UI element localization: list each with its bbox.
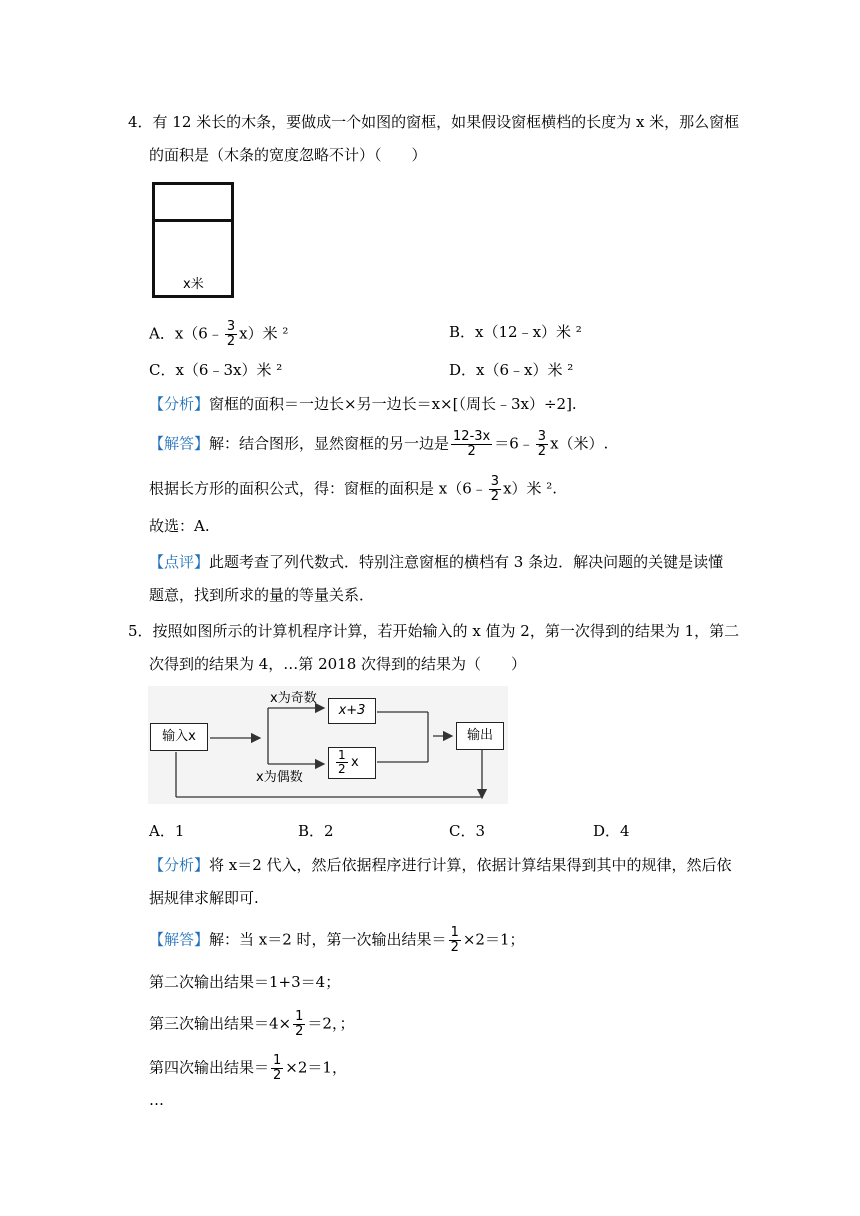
- q5-option-b: B．2: [298, 822, 334, 840]
- q4-option-d: D．x（6﹣x）米 ²: [449, 361, 574, 379]
- q4-stem-line2: 的面积是（木条的宽度忽略不计）（ ）: [149, 146, 427, 164]
- q5-option-d: D．4: [593, 822, 630, 840]
- even-label: x为偶数: [256, 770, 303, 785]
- window-frame-figure: [152, 182, 234, 298]
- q4-comment-line2: 题意，找到所求的量的等量关系．: [149, 586, 375, 604]
- q5-ellipsis: …: [149, 1091, 164, 1109]
- even-box: $\frac{1}{2}$ x: [328, 747, 376, 779]
- q5-answer: 【解答】解：当 x＝2 时，第一次输出结果＝ $\frac{1}{2}$ ×2＝1；: [149, 925, 525, 955]
- odd-label: x为奇数: [270, 691, 317, 706]
- q4-option-b: B．x（12﹣x）米 ²: [449, 323, 582, 341]
- q5-step2: 第二次输出结果＝1+3＝4；: [149, 973, 341, 991]
- q5-analysis-line1: 【分析】将 x＝2 代入，然后依据程序进行计算，依据计算结果得到其中的规律，然后依: [149, 856, 732, 874]
- q5-option-c: C．3: [449, 822, 486, 840]
- flowchart: [148, 686, 508, 804]
- q5-option-a: A．1: [149, 822, 185, 840]
- input-box: 输入x: [150, 723, 208, 751]
- output-box: 输出: [456, 722, 504, 750]
- q5-stem-line1: 5．按照如图所示的计算机程序计算，若开始输入的 x 值为 2，第一次得到的结果为 1，第二: [128, 622, 740, 640]
- window-width-label: x米: [183, 277, 204, 292]
- q4-stem-line1: 4．有 12 米长的木条，要做成一个如图的窗框，如果假设窗框横档的长度为 x 米，那么窗框: [128, 113, 740, 131]
- q4-choice: 故选：A.: [149, 517, 210, 535]
- q4-analysis: 【分析】窗框的面积＝一边长×另一边长＝x×[（周长﹣3x）÷2].: [149, 395, 577, 413]
- q5-step4: 第四次输出结果＝ $\frac{1}{2}$ ×2＝1，: [149, 1053, 347, 1083]
- q5-analysis-line2: 据规律求解即可.: [149, 889, 259, 907]
- q4-answer: 【解答】解：结合图形，显然窗框的另一边是 $\frac{12-3x}{2}$ ＝6﹣ $\frac{3}{2}$ x（米）.: [149, 429, 609, 459]
- q4-comment-line1: 【点评】此题考查了列代数式．特别注意窗框的横档有 3 条边．解决问题的关键是读懂: [149, 553, 724, 571]
- q4-option-c: C．x（6﹣3x）米 ²: [149, 361, 283, 379]
- q4-area-formula: 根据长方形的面积公式，得：窗框的面积是 x（6﹣ $\frac{3}{2}$ x）米 ².: [149, 474, 558, 504]
- odd-box: x+3: [328, 698, 376, 724]
- q5-step3: 第三次输出结果＝4× $\frac{1}{2}$ ＝2，；: [149, 1009, 355, 1039]
- q5-stem-line2: 次得到的结果为 4，…第 2018 次得到的结果为（ ）: [149, 655, 527, 673]
- q4-option-a: A．x（6﹣ $\frac{3}{2}$ x）米 ²: [149, 319, 289, 349]
